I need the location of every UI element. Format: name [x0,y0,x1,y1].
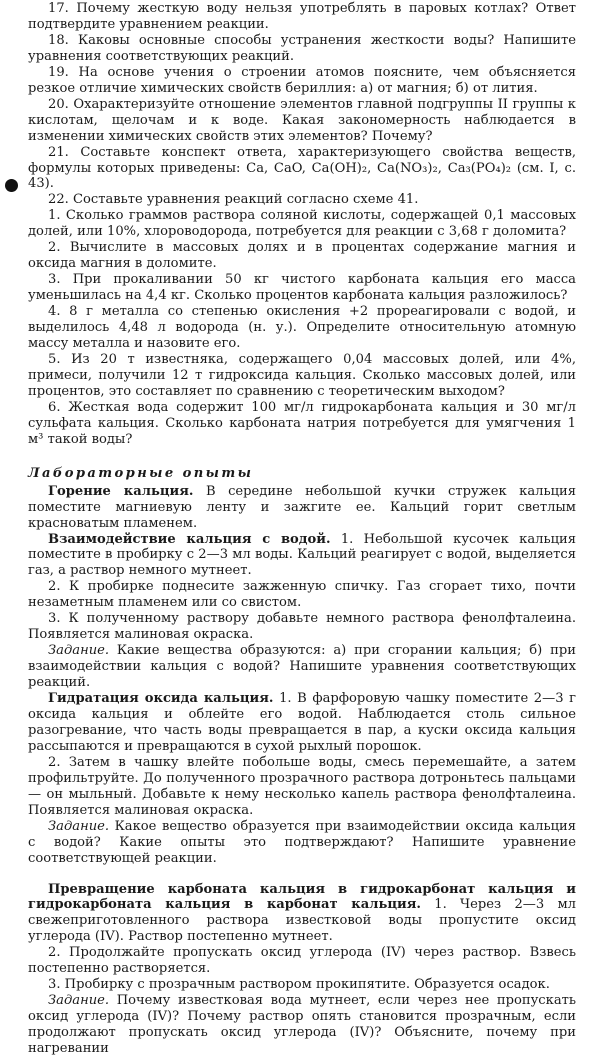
lab-combustion-title: Горение кальция. [48,483,194,499]
task-1-text: Какие вещества образуются: а) при сгорании кальция; б) при взаимодействии кальция с водой? Напишите уравнения соответствующих реакций. [28,643,576,691]
task-label: Задание. [48,993,110,1009]
bullet-marker [5,179,18,192]
question-17: 17. Почему жесткую воду нельзя употреблять в паровых котлах? Ответ подтвердите уравнением реакции. [28,1,576,32]
task-label: Задание. [48,643,110,659]
question-21: 21. Составьте конспект ответа, характеризующего свойства веществ, формулы которых приведены: Ca, CaO, Ca(OH)₂, Ca(NO₃)₂, Ca₃(PO₄)₂ (см. I, с. 43). [28,144,576,192]
lab-water-title: Взаимодействие кальция с водой. [48,531,331,547]
lab-carbonate-title: Превращение карбоната кальция в гидрокарбонат кальция и гидрокарбоната кальция в карбонат кальция. [28,881,576,913]
lab-carbonate [28,882,576,946]
question-22: 22. Составьте уравнения реакций согласно схеме 41. [48,192,419,208]
task-label: Задание. [48,818,110,834]
lab-task-2 [28,819,576,867]
lab-water-step-3: 3. К полученному раствору добавьте немного раствора фенолфталеина. Появляется малиновая окраска. [28,611,576,643]
lab-hydration-title: Гидратация оксида кальция. [48,691,274,707]
problem-3: 3. При прокаливании 50 кг чистого карбоната кальция его масса уменьшилась на 4,4 кг. Сколько процентов карбоната кальция разложилось? [28,272,576,304]
lab-section-heading: Лабораторные опыты [28,465,254,481]
task-2-text: Какое вещество образуется при взаимодействии оксида кальция с водой? Какие опыты это подтверждают? Напишите уравнение соответствующей реакции. [28,818,576,866]
problem-4: 4. 8 г металла со степенью окисления +2 прореагировали с водой, и выделилось 4,48 л водорода (н. у.). Определите относительную атомную массу металла и назовите его. [28,304,576,352]
problem-2: 2. Вычислите в массовых долях и в процентах содержание магния и оксида магния в доломите. [28,240,576,272]
lab-water-text: 1. Небольшой кусочек кальция поместите в пробирку с 2—3 мл воды. Кальций реагирует с водой, выделяется газ, а раствор немного мутнеет. [28,531,576,579]
problem-1: 1. Сколько граммов раствора соляной кислоты, содержащей 0,1 массовых долей, или 10%, хлороводорода, потребуется для реакции с 3,68 г доломита? [28,208,576,240]
lab-carbonate-step-3: 3. Пробирку с прозрачным раствором прокипятите. Образуется осадок. [48,977,550,993]
section-gap [28,867,576,882]
lab-hydration-text: 1. В фарфоровую чашку поместите 2—3 г оксида кальция и облейте его водой. Наблюдается столь сильное разогревание, что часть воды превращается в пар, а куски оксида кальция рассыпаются и превращаются в сухой рыхлый порошок. [28,691,576,754]
lab-hydration-step-2: 2. Затем в чашку влейте побольше воды, смесь перемешайте, а затем профильтруйте. До полученного прозрачного раствора дотроньтесь пальцами — он мыльный. Добавьте к нему несколько капель раствора фенолфталеина. Появляется малиновая окраска. [28,754,576,818]
lab-combustion [28,484,576,532]
lab-carbonate-text: 1. Через 2—3 мл свежеприготовленного раствора известковой воды пропустите оксид углерода (IV). Раствор постепенно мутнеет. [28,897,576,945]
lab-water [28,532,576,580]
question-18: 18. Каковы основные способы устранения жесткости воды? Напишите уравнения соответствующих реакций. [28,32,576,64]
lab-hydration [28,691,576,755]
task-3-text: Почему известковая вода мутнеет, если через нее пропускать оксид углерода (IV)? Почему раствор опять становится прозрачным, если продолжают пропускать оксид углерода (IV)? Объясните, почему при нагревании [28,993,576,1057]
lab-carbonate-step-2: 2. Продолжайте пропускать оксид углерода (IV) через раствор. Взвесь постепенно растворяется. [28,945,576,977]
lab-task-3 [28,993,576,1057]
question-19: 19. На основе учения о строении атомов поясните, чем объясняется резкое отличие химических свойств бериллия: а) от магния; б) от лития. [28,64,576,96]
problem-6: 6. Жесткая вода содержит 100 мг/л гидрокарбоната кальция и 30 мг/л сульфата кальция. Сколько карбоната натрия потребуется для умягчения 1 м³ такой воды? [28,399,576,447]
question-20: 20. Охарактеризуйте отношение элементов главной подгруппы II группы к кислотам, щелочам и к воде. Какая закономерность наблюдается в изменении химических свойств этих элементов? Почему? [28,96,576,144]
lab-water-step-2: 2. К пробирке поднесите зажженную спичку. Газ сгорает тихо, почти незаметным пламенем или со свистом. [28,579,576,611]
lab-combustion-text: В середине небольшой кучки стружек кальция поместите магниевую ленту и зажгите ее. Кальций горит светлым красноватым пламенем. [28,483,577,531]
problem-5: 5. Из 20 т известняка, содержащего 0,04 массовых долей, или 4%, примеси, получили 12 т гидроксида кальция. Сколько массовых долей, или процентов, это составляет по сравнению с теоретическим выходом? [28,351,576,399]
lab-task-1 [28,643,576,691]
